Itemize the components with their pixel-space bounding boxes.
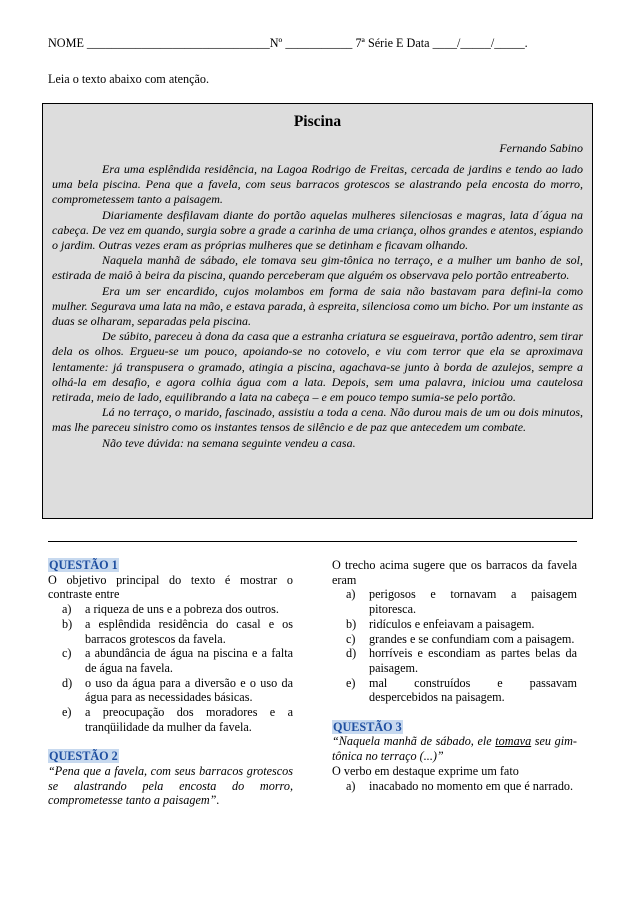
option-item[interactable] xyxy=(332,676,577,705)
text-paragraph: Era uma esplêndida residência, na Lagoa Rodrigo de Freitas, cercada de jardins e tendo ao lado uma bela piscina. Pena que a favela, com seus barracos grotescos se alastrando pela encosta do morro, comprometessem tanto a paisagem. xyxy=(52,162,583,207)
question-1-stem: O objetivo principal do texto é mostrar o contraste entre xyxy=(48,572,293,602)
option-text: a abundância de água na piscina e a falta de água na favela. xyxy=(85,646,293,675)
option-item[interactable] xyxy=(332,779,577,794)
option-letter: c) xyxy=(62,646,72,661)
student-header-line: NOME ______________________________Nº ___________ 7ª Série E Data ____/_____/_____. xyxy=(48,36,528,50)
question-3-options xyxy=(332,779,577,794)
text-paragraph: Não teve dúvida: na semana seguinte vendeu a casa. xyxy=(102,435,356,450)
text-paragraph: Era um ser encardido, cujos molambos em forma de saia não bastavam para defini-la como mulher. Segurava uma lata na mão, e estava parada, à espreita, silenciosa como um bicho. Por um instante as duas se olharam, separadas pela piscina. xyxy=(52,283,583,329)
option-text: perigosos e tornavam a paisagem pitoresca. xyxy=(369,587,577,617)
option-item[interactable] xyxy=(332,587,577,616)
option-letter: a) xyxy=(346,778,356,793)
option-letter: e) xyxy=(62,705,72,720)
text-paragraph: Lá no terraço, o marido, fascinado, assistiu a toda a cena. Não durou mais de um ou dois minutos, mas lhe pareceu sinistro como os instantes tensos de silêncio e de paz que antecedem um combate. xyxy=(52,405,583,435)
option-text: mal construídos e passavam despercebidos na paisagem. xyxy=(369,675,577,705)
text-title: Piscina xyxy=(293,113,342,130)
left-column xyxy=(48,558,293,808)
option-text: inacabado no momento em que é narrado. xyxy=(369,778,574,793)
section-divider xyxy=(48,541,577,542)
option-text: o uso da água para a diversão e o uso da água para as necessidades básicas. xyxy=(85,675,293,705)
text-author: Fernando Sabino xyxy=(499,141,583,155)
question-1-title: QUESTÃO 1 xyxy=(49,558,118,572)
option-text: grandes e se confundiam com a paisagem. xyxy=(369,631,575,646)
question-1-options xyxy=(48,602,293,734)
option-item[interactable] xyxy=(48,705,293,734)
question-3-stem: O verbo em destaque exprime um fato xyxy=(332,763,519,778)
option-item[interactable] xyxy=(332,646,577,675)
text-paragraph: Diariamente desfilavam diante do portão aquelas mulheres silenciosas e magras, lata d´água na cabeça. De vez em quando, surgia sobre a grade a carinha de uma criança, olhos grandes e atentos, espiando o jardim. Outras vezes eram as próprias mulheres que se detinham e ficavam olhando. xyxy=(52,207,583,253)
text-paragraph: De súbito, pareceu à dona da casa que a estranha criatura se esgueirava, portão adentro, sem tirar dela os olhos. Ergueu-se um pouco, apoiando-se no cotovelo, e viu com terror que ela se aproximava lentamente: já transpusera o gramado, atingia a piscina, agachava-se junto à borda de azulejos, sempre a olhá-la em desafio, e agora colhia água com a lata. Depois, sem uma palavra, iniciou uma cautelosa retirada, meio de lado, equilibrando a lata na cabeça – e em pouco tempo sumia-se pelo portão. xyxy=(52,329,583,405)
option-letter: b) xyxy=(62,616,73,631)
highlighted-verb: tomava xyxy=(495,734,532,749)
option-letter: c) xyxy=(346,631,356,646)
option-text: a preocupação dos moradores e a tranqüilidade da mulher da favela. xyxy=(85,705,293,734)
option-text: a esplêndida residência do casal e os barracos grotescos da favela. xyxy=(85,616,293,646)
option-item[interactable] xyxy=(332,617,577,632)
instruction-text: Leia o texto abaixo com atenção. xyxy=(48,72,210,86)
quote-text: “Naquela manhã de sábado, ele xyxy=(332,734,496,749)
question-2-title: QUESTÃO 2 xyxy=(49,749,118,764)
option-letter: d) xyxy=(62,675,73,690)
option-item[interactable] xyxy=(48,646,293,675)
question-3-quote xyxy=(332,734,577,763)
option-item[interactable] xyxy=(48,602,293,617)
option-letter: b) xyxy=(346,616,357,631)
question-3-title: QUESTÃO 3 xyxy=(333,719,402,734)
option-item[interactable] xyxy=(48,676,293,705)
option-letter: a) xyxy=(62,602,72,617)
reading-text-box xyxy=(42,103,593,519)
option-item[interactable] xyxy=(332,632,577,647)
question-2-quote: “Pena que a favela, com seus barracos grotescos se alastrando pela encosta do morro, comprometesse tanto a paisagem”. xyxy=(48,763,293,808)
right-column xyxy=(332,558,577,793)
question-2-stem: O trecho acima sugere que os barracos da favela eram xyxy=(332,558,577,587)
question-2-options xyxy=(332,587,577,705)
text-paragraph: Naquela manhã de sábado, ele tomava seu gim-tônica no terraço, e a mulher um banho de sol, estirada de maiô à beira da piscina, quando perceberam que alguém os observava pelo portão entreaberto. xyxy=(52,253,583,283)
option-text: a riqueza de uns e a pobreza dos outros. xyxy=(85,602,279,617)
option-text: ridículos e enfeiavam a paisagem. xyxy=(369,616,535,631)
option-item[interactable] xyxy=(48,617,293,646)
option-letter: a) xyxy=(346,587,356,602)
option-text: horríveis e escondiam as partes belas da paisagem. xyxy=(369,646,577,675)
quote-text: seu gim-tônica no terraço (...)” xyxy=(332,734,577,764)
option-letter: e) xyxy=(346,675,356,690)
option-letter: d) xyxy=(346,646,357,661)
